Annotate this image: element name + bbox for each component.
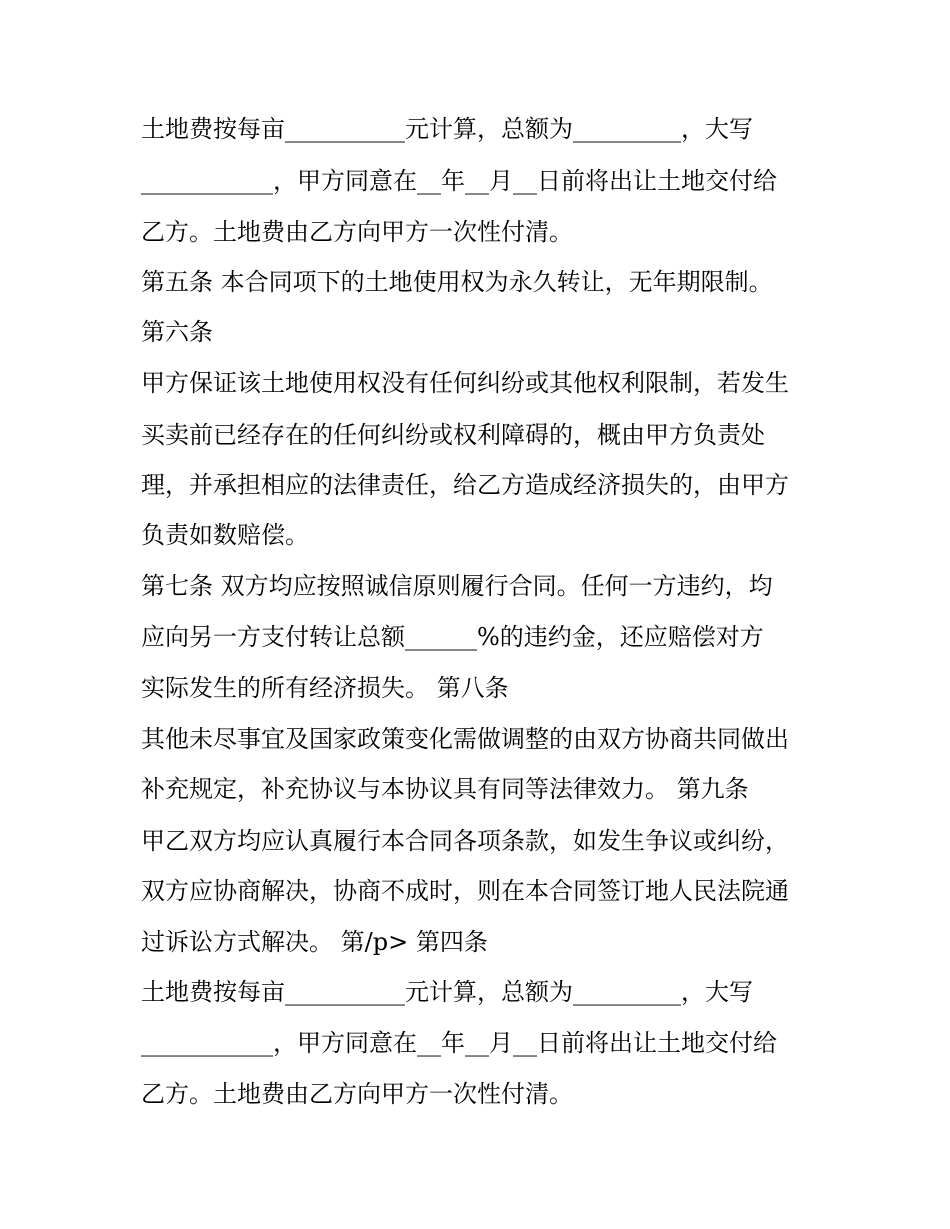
text-line: ___________，甲方同意在__年__月__日前将出让土地交付给 [141,167,777,195]
text-line: 负责如数赔偿。 [141,521,309,549]
text-line: 其他未尽事宜及国家政策变化需做调整的由双方协商共同做出 [141,725,789,753]
text-line: 乙方。土地费由乙方向甲方一次性付清。 [141,218,573,246]
text-line: 土地费按每亩__________元计算，总额为_________，大写 [141,115,753,143]
text-line: ___________，甲方同意在__年__月__日前将出让土地交付给 [141,1029,777,1057]
text-line: 第七条 双方均应按照诚信原则履行合同。任何一方违约，均 [141,572,773,600]
text-line: 应向另一方支付转让总额______%的违约金，还应赔偿对方 [141,623,764,651]
text-line: 理，并承担相应的法律责任，给乙方造成经济损失的，由甲方 [141,471,789,499]
text-line: 乙方。土地费由乙方向甲方一次性付清。 [141,1080,573,1108]
text-line: 双方应协商解决，协商不成时，则在本合同签订地人民法院通 [141,877,789,905]
text-line: 实际发生的所有经济损失。 第八条 [141,674,509,702]
text-line: 甲方保证该土地使用权没有任何纠纷或其他权利限制，若发生 [141,369,789,397]
text-line: 第六条 [141,318,213,346]
text-line: 甲乙双方均应认真履行本合同各项条款，如发生争议或纠纷， [141,827,789,855]
text-line: 补充规定，补充协议与本协议具有同等法律效力。 第九条 [141,775,749,803]
text-line: 过诉讼方式解决。 第/p> 第四条 [141,928,488,956]
text-line: 第五条 本合同项下的土地使用权为永久转让，无年期限制。 [141,268,773,296]
text-line: 土地费按每亩__________元计算，总额为_________，大写 [141,978,753,1006]
text-line: 买卖前已经存在的任何纠纷或权利障碍的，概由甲方负责处 [141,421,765,449]
